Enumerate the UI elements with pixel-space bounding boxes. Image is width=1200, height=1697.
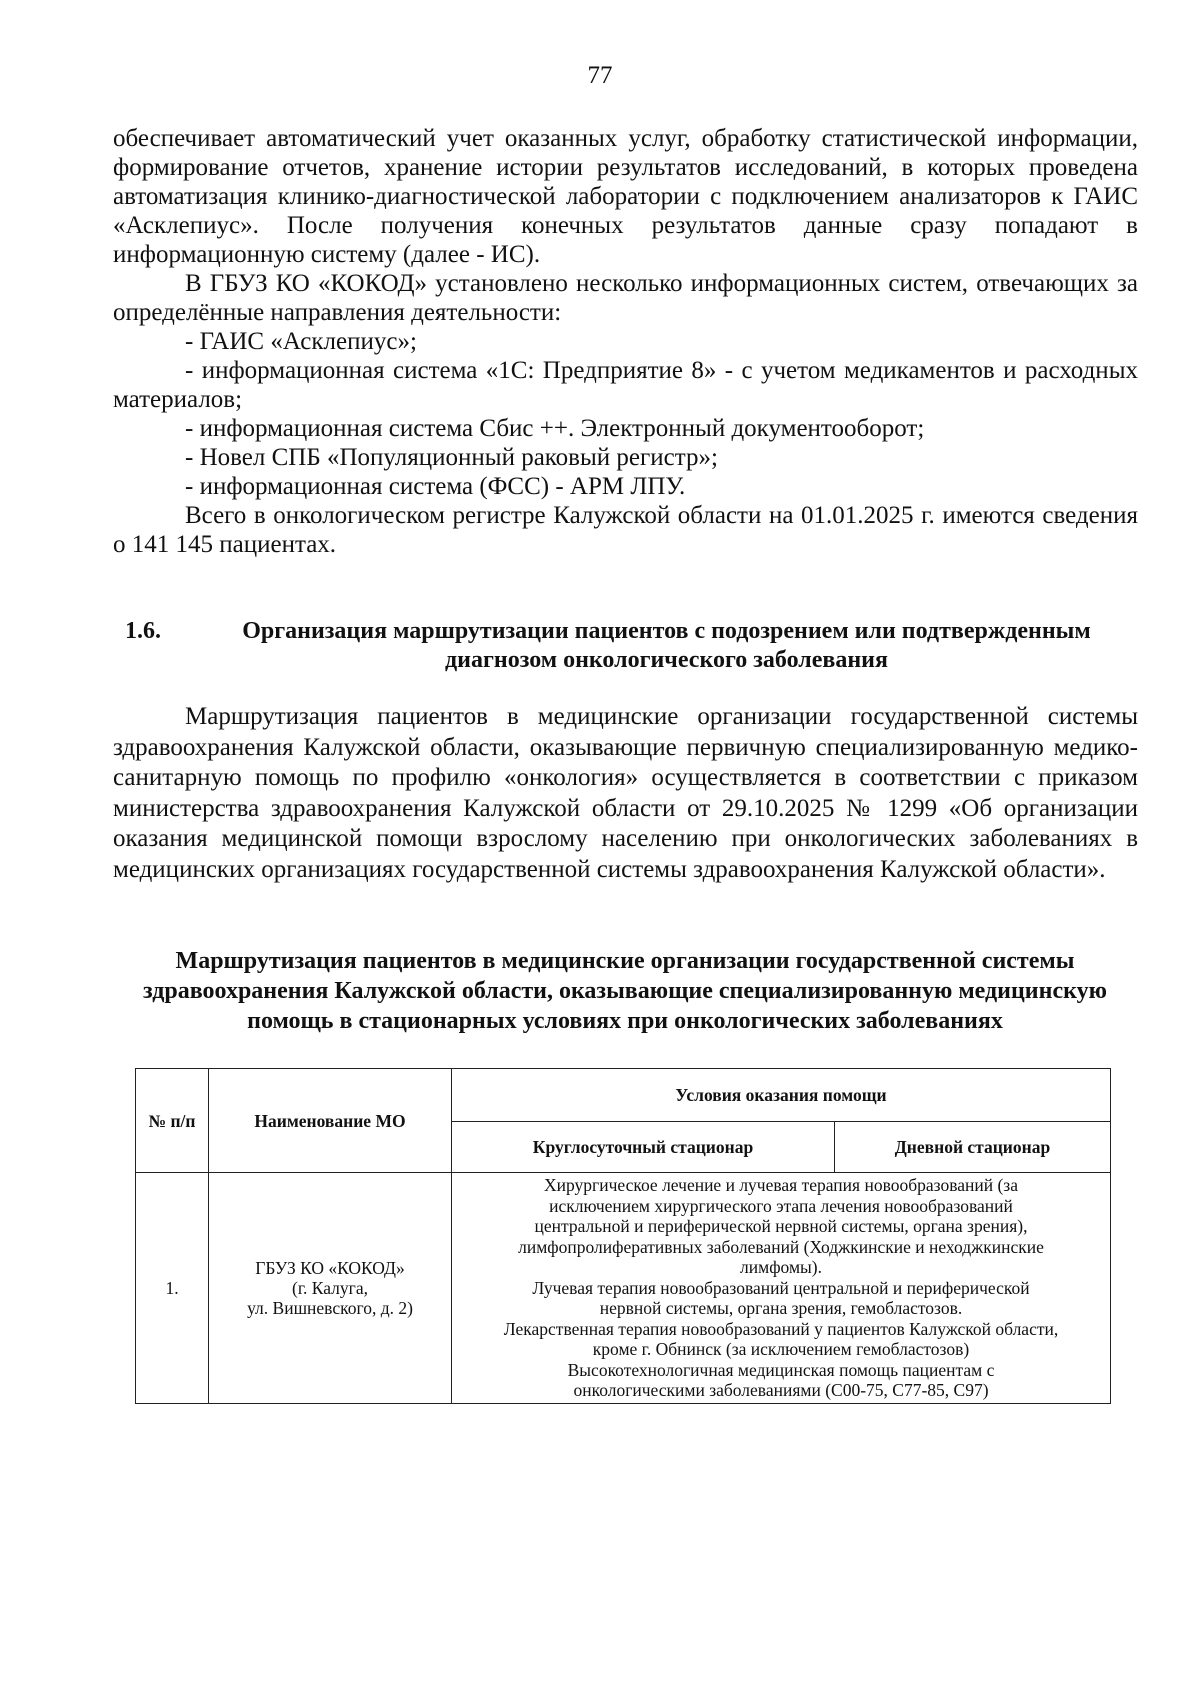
- care-line: Высокотехнологичная медицинская помощь пациентам с: [567, 1359, 995, 1380]
- systems-list-item: - информационная система Сбис ++. Электронный документооборот;: [185, 415, 925, 442]
- table-cell-name: [209, 1173, 452, 1404]
- section-heading: [113, 617, 1138, 675]
- systems-list-item: - информационная система (ФСС) - АРМ ЛПУ.: [185, 473, 686, 500]
- intro-paragraph: обеспечивает автоматический учет оказанных услуг, обработку статистической информации, формирование отчетов, хранение истории результатов исследований, в которых проведена автоматизация клинико-диагностической лаборатории с подключением анализаторов к ГАИС «Асклепиус». После получения конечных результатов данные сразу попадают в информационную систему (далее - ИС).: [113, 125, 1138, 268]
- mo-name-line: (г. Калуга,: [292, 1277, 368, 1298]
- systems-list-item: - ГАИС «Асклепиус»;: [185, 328, 417, 355]
- care-line: нервной системы, органа зрения, гемобластозов.: [599, 1298, 963, 1318]
- table-cell-care-conditions: [452, 1173, 1111, 1404]
- page-number: 77: [587, 62, 613, 89]
- table-header-day: Дневной стационар: [835, 1122, 1111, 1173]
- section-title: Организация маршрутизации пациентов с подозрением или подтвержденным диагнозом онкологического заболевания: [242, 618, 1091, 673]
- table-header-name: Наименование МО: [209, 1069, 452, 1173]
- care-line: исключением хирургического этапа лечения новообразований: [549, 1195, 1013, 1216]
- registry-paragraph: Всего в онкологическом регистре Калужской области на 01.01.2025 г. имеются сведения о 141 145 пациентах.: [113, 502, 1138, 558]
- table-header-num: № п/п: [136, 1069, 209, 1173]
- mo-name-line: ГБУЗ КО «КОКОД»: [255, 1257, 405, 1278]
- care-line: центральной и периферической нервной системы, органа зрения),: [534, 1216, 1028, 1236]
- care-line: лимфопролиферативных заболеваний (Ходжкинские и неходжкинские: [518, 1236, 1044, 1257]
- care-line: Лучевая терапия новообразований центральной и периферической: [532, 1277, 1030, 1298]
- care-line: Лекарственная терапия новообразований у пациентов Калужской области,: [503, 1318, 1059, 1339]
- routing-text-block: [113, 702, 1138, 885]
- section-number: 1.6.: [125, 618, 161, 644]
- systems-list-item: - информационная система «1С: Предприятие 8» - с учетом медикаментов и расходных материалов;: [113, 357, 1138, 413]
- mo-name-line: ул. Вишневского, д. 2): [247, 1297, 413, 1318]
- care-line: лимфомы).: [740, 1257, 822, 1277]
- table-header-conditions: Условия оказания помощи: [452, 1069, 1111, 1122]
- table-row: [136, 1173, 1111, 1404]
- care-line: онкологическими заболеваниями (С00-75, С77-85, С97): [573, 1380, 989, 1400]
- table-header-round-the-clock: Круглосуточный стационар: [452, 1122, 835, 1173]
- body-text-block: [113, 124, 1138, 559]
- routing-table: [135, 1068, 1111, 1404]
- table-cell-num: 1.: [136, 1173, 209, 1404]
- systems-intro-paragraph: В ГБУЗ КО «КОКОД» установлено несколько информационных систем, отвечающих за определённые направления деятельности:: [113, 270, 1138, 326]
- table-title: Маршрутизация пациентов в медицинские организации государственной системы здравоохранения Калужской области, оказывающие специализированную медицинскую помощь в стационарных условиях при онкологических заболеваниях: [143, 948, 1107, 1034]
- care-line: Хирургическое лечение и лучевая терапия новообразований (за: [544, 1175, 1018, 1195]
- systems-list-item: - Новел СПБ «Популяционный раковый регистр»;: [185, 444, 718, 471]
- routing-paragraph: Маршрутизация пациентов в медицинские организации государственной системы здравоохранения Калужской области, оказывающие первичную специализированную медико-санитарную помощь по профилю «онкология» осуществляется в соответствии с приказом министерства здравоохранения Калужской области от 29.10.2025 № 1299 «Об организации оказания медицинской помощи взрослому населению при онкологических заболеваниях в медицинских организациях государственной системы здравоохранения Калужской области».: [113, 703, 1138, 883]
- care-line: кроме г. Обнинск (за исключением гемобластозов): [592, 1339, 970, 1359]
